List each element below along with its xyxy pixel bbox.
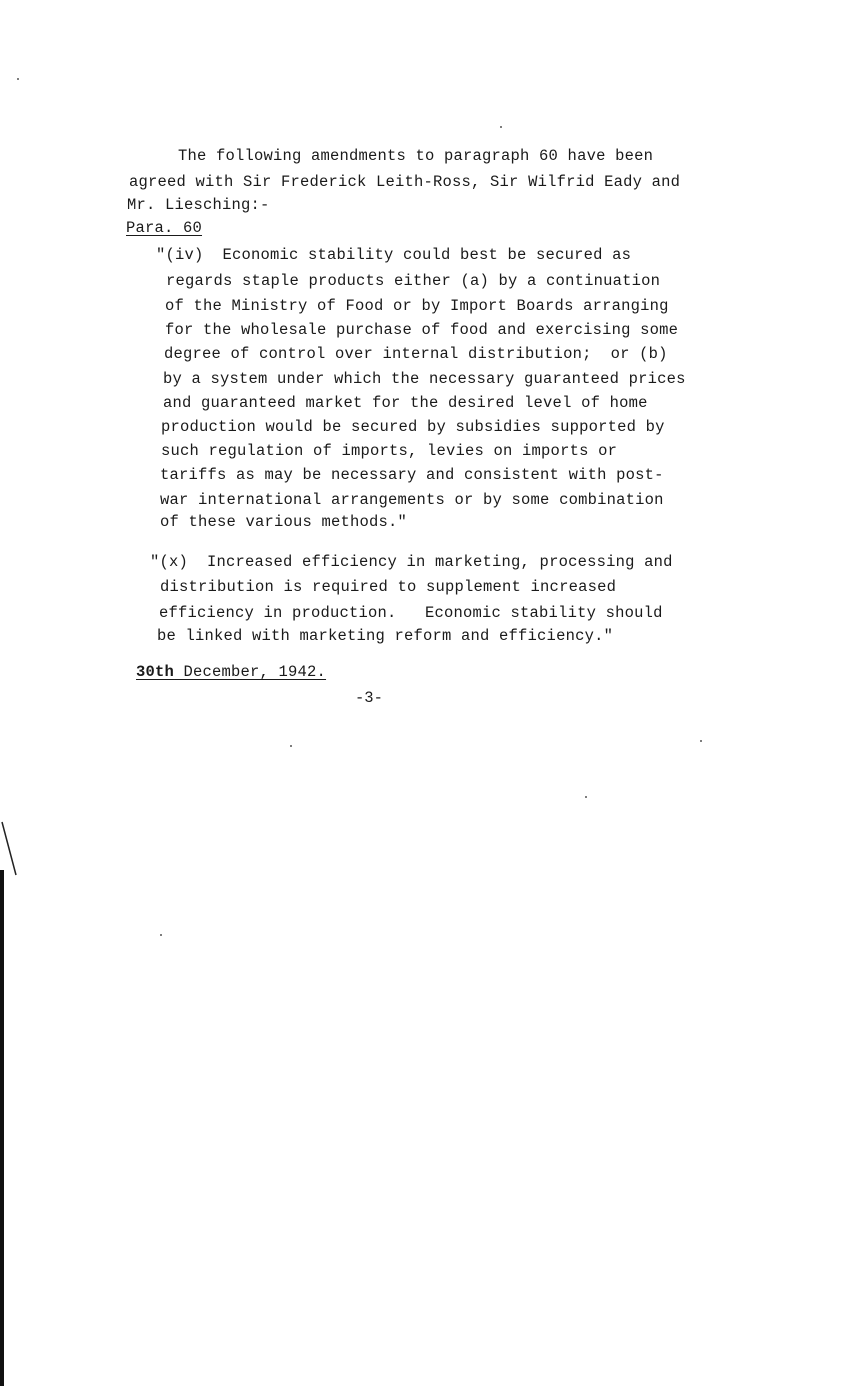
intro-line: Mr. Liesching:-: [127, 196, 270, 214]
page-number: -3-: [355, 689, 383, 707]
amendment-iv-line: war international arrangements or by some combination: [160, 491, 664, 509]
amendment-x-line: be linked with marketing reform and efficiency.": [157, 627, 614, 645]
amendment-iv-line: degree of control over internal distribution; or (b): [164, 345, 668, 363]
amendment-iv-line: production would be secured by subsidies supported by: [161, 418, 665, 436]
amendment-iv-line: of these various methods.": [160, 513, 408, 531]
amendment-x-line: efficiency in production. Economic stability should: [159, 604, 663, 622]
amendment-x-line: "(x) Increased efficiency in marketing, processing and: [150, 553, 673, 571]
scan-speck: [17, 78, 19, 80]
intro-line: agreed with Sir Frederick Leith-Ross, Sir Wilfrid Eady and: [129, 173, 681, 191]
scan-speck: [290, 745, 292, 747]
amendment-iv-line: regards staple products either (a) by a continuation: [166, 272, 661, 290]
amendment-iv-line: and guaranteed market for the desired level of home: [163, 394, 648, 412]
scan-edge-line: [0, 820, 20, 880]
intro-line: The following amendments to paragraph 60 have been: [178, 147, 654, 165]
amendment-x-line: distribution is required to supplement increased: [160, 578, 617, 596]
amendment-iv-line: for the wholesale purchase of food and exercising some: [165, 321, 679, 339]
amendment-iv-line: "(iv) Economic stability could best be secured as: [156, 246, 632, 264]
scan-edge-shadow: [0, 870, 4, 1386]
scan-speck: [160, 934, 162, 936]
amendment-iv-line: tariffs as may be necessary and consistent with post-: [160, 466, 664, 484]
section-heading: Para. 60: [126, 219, 203, 237]
amendment-iv-line: by a system under which the necessary guaranteed prices: [163, 370, 686, 388]
document-date: [136, 662, 326, 682]
date-rest: December, 1942.: [174, 663, 327, 681]
scan-speck: [700, 740, 702, 742]
date-day: 30th: [136, 663, 175, 681]
amendment-iv-line: of the Ministry of Food or by Import Boards arranging: [165, 297, 669, 315]
scan-speck: [585, 796, 587, 798]
amendment-iv-line: such regulation of imports, levies on imports or: [161, 442, 618, 460]
scan-speck: [500, 126, 502, 128]
